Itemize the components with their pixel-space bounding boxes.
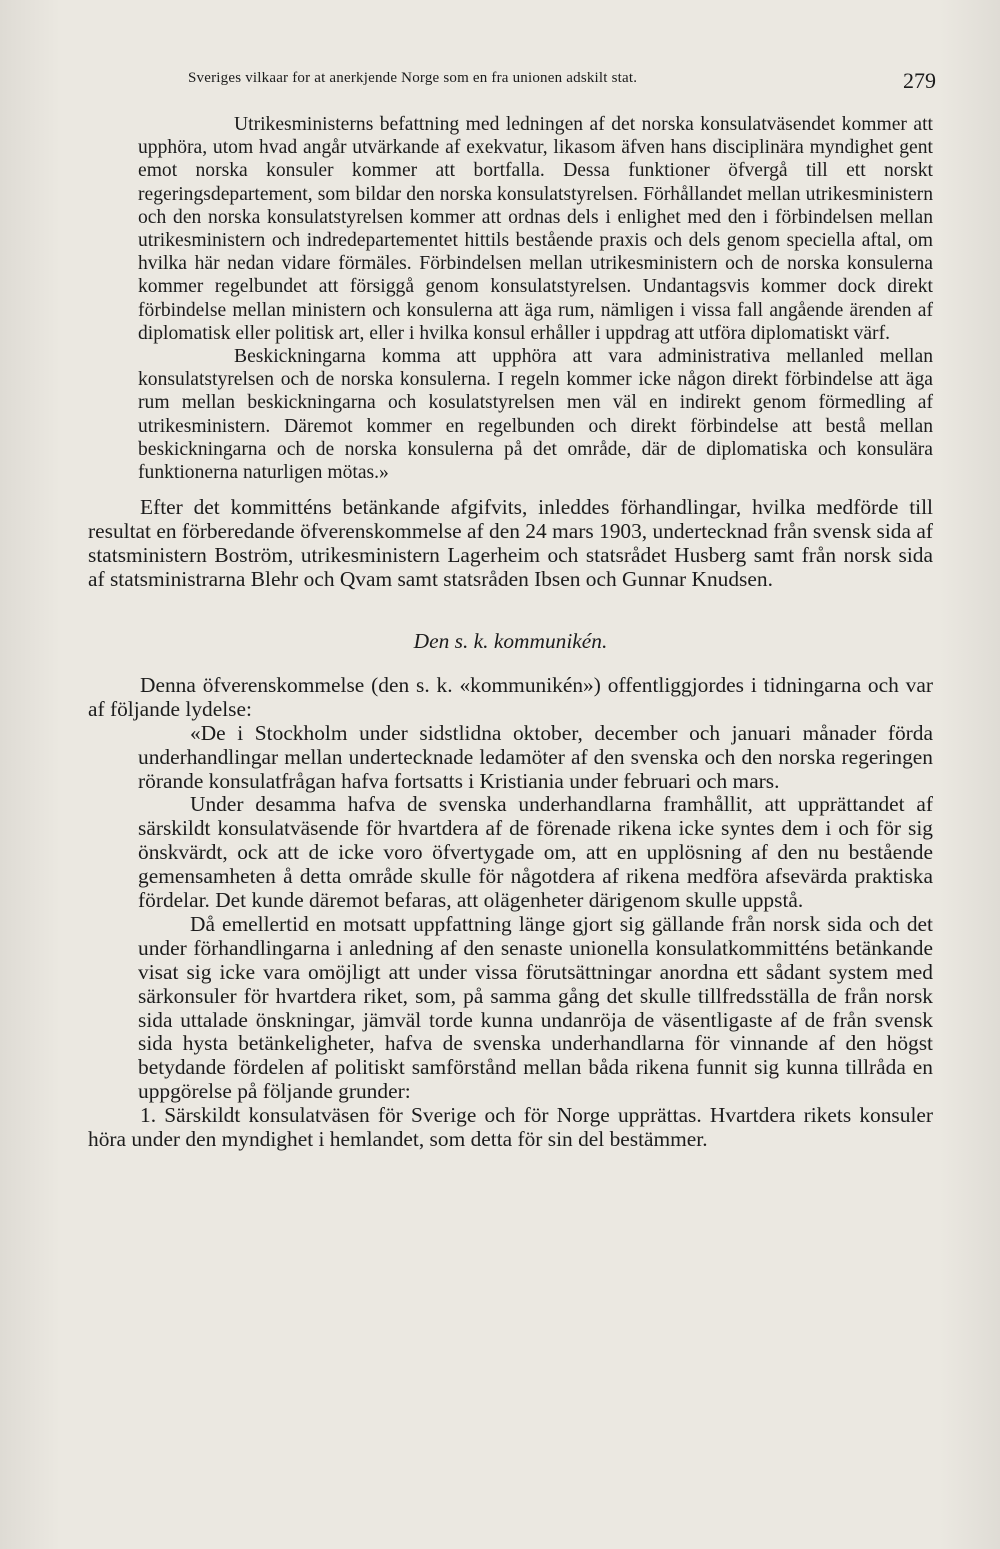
section-intro-paragraph: Denna öfverenskommelse (den s. k. «kommunikén») offentliggjordes i tidningarna och var af följande lydelse:: [88, 672, 933, 721]
main-text: [88, 496, 933, 592]
section-quote-paragraph-1: «De i Stockholm under sidstlidna oktober, december och januari månader förda underhandlingar mellan undertecknade ledamöter af den svenska och den norska regeringen rörande konsulatfrågan hafva fortsatts i Kristiania under februari och mars.: [138, 720, 933, 793]
section-body: [88, 674, 933, 1152]
section-quote-paragraph-3: Då emellertid en motsatt uppfattning länge gjort sig gällande från norsk sida och det under förhandlingarna i anledning af den senaste unionella konsulatkommitténs betänkande visat sig icke vara omöjligt att under vissa förutsättningar anordna ett sådant system med särkonsuler för hvartdera riket, som, på samma gång det skulle tillfredsställa de från norsk sida uttalade önskningar, jämväl torde kunna undanröja de väsentligaste af de från svensk sida hysta betänkeligheter, hafva de svenska underhandlarna för vinnande af den högst betydande fördelen af politiskt samförstånd mellan båda rikena funnit sig kunna tillråda en uppgörelse på följande grunder:: [138, 911, 933, 1104]
running-head: Sveriges vilkaar for at anerkjende Norge som en fra unionen adskilt stat.: [188, 70, 638, 86]
text-block: [88, 113, 933, 1152]
quote-paragraph-2: Beskickningarna komma att upphöra att vara administrativa mellanled mellan konsulatstyrelsen och de norska konsulerna. I regeln kommer icke någon direkt förbindelse att äga rum mellan beskickningarna och kosulatstyrelsen men väl en indirekt genom förmedling af utrikesministern. Däremot kommer en regelbunden och direkt förbindelse att bestå mellan beskickningarna och de norska konsulerna på det område, där de diplomatiska och konsulära funktionerna naturligen mötas.»: [138, 346, 933, 484]
body-paragraph: Efter det kommitténs betänkande afgifvits, inleddes förhandlingar, hvilka medförde till resultat en förberedande öfverenskommelse af den 24 mars 1903, undertecknad från svensk sida af statsministern Boström, utrikesministern Lagerheim och statsrådet Husberg samt från norsk sida af statsministrarna Blehr och Qvam samt statsråden Ibsen och Gunnar Knudsen.: [88, 495, 933, 591]
quoted-text: [88, 113, 933, 484]
section-heading: Den s. k. kommunikén.: [413, 628, 608, 653]
page-header: [188, 68, 948, 108]
page-number: 279: [903, 68, 936, 93]
quote-paragraph-1: Utrikesministerns befattning med ledningen af det norska konsulatväsendet kommer att upphöra, utom hvad angår utvärkande af exekvatur, likasom äfven hans disciplinära myndighet gent emot norska konsuler kommer att bortfalla. Dessa funktioner öfvergå till ett norskt regeringsdepartement, som bildar den norska konsulatstyrelsen. Förhållandet mellan utrikesministern och den norska konsulatstyrelsen kommer att ordnas dels i enlighet med den i förbindelsen mellan utrikesministern och indredepartementet hittils bestående praxis och dels genom speciella aftal, om hvilka här nedan vidare förmäles. Förbindelsen mellan utrikesministern och de norska konsulerna kommer regelbundet att försiggå genom konsulatstyrelsen. Undantagsvis kommer dock direkt förbindelse mellan ministern och konsulerna att äga rum, nämligen i vissa fall angående ärenden af diplomatisk eller politisk art, eller i hvilka konsul erhåller i uppdrag att utföra diplomatiskt värf.: [138, 114, 933, 344]
section-quote-paragraph-2: Under desamma hafva de svenska underhandlarna framhållit, att upprättandet af särskildt konsulatväsende för hvartdera af de förenade rikena icke syntes dem i och för sig önskvärdt, ock att de icke voro öfvertygade om, att en upplösning af den nu bestående gemensamheten å detta område skulle för någotdera af rikena medföra afsevärda praktiska fördelar. Det kunde däremot befaras, att olägenheter därigenom skulle uppstå.: [138, 792, 933, 913]
section-numbered-paragraph: 1. Särskildt konsulatväsen för Sverige och för Norge upprättas. Hvartdera rikets konsuler höra under den myndighet i hemlandet, som detta för sin del bestämmer.: [88, 1103, 933, 1152]
